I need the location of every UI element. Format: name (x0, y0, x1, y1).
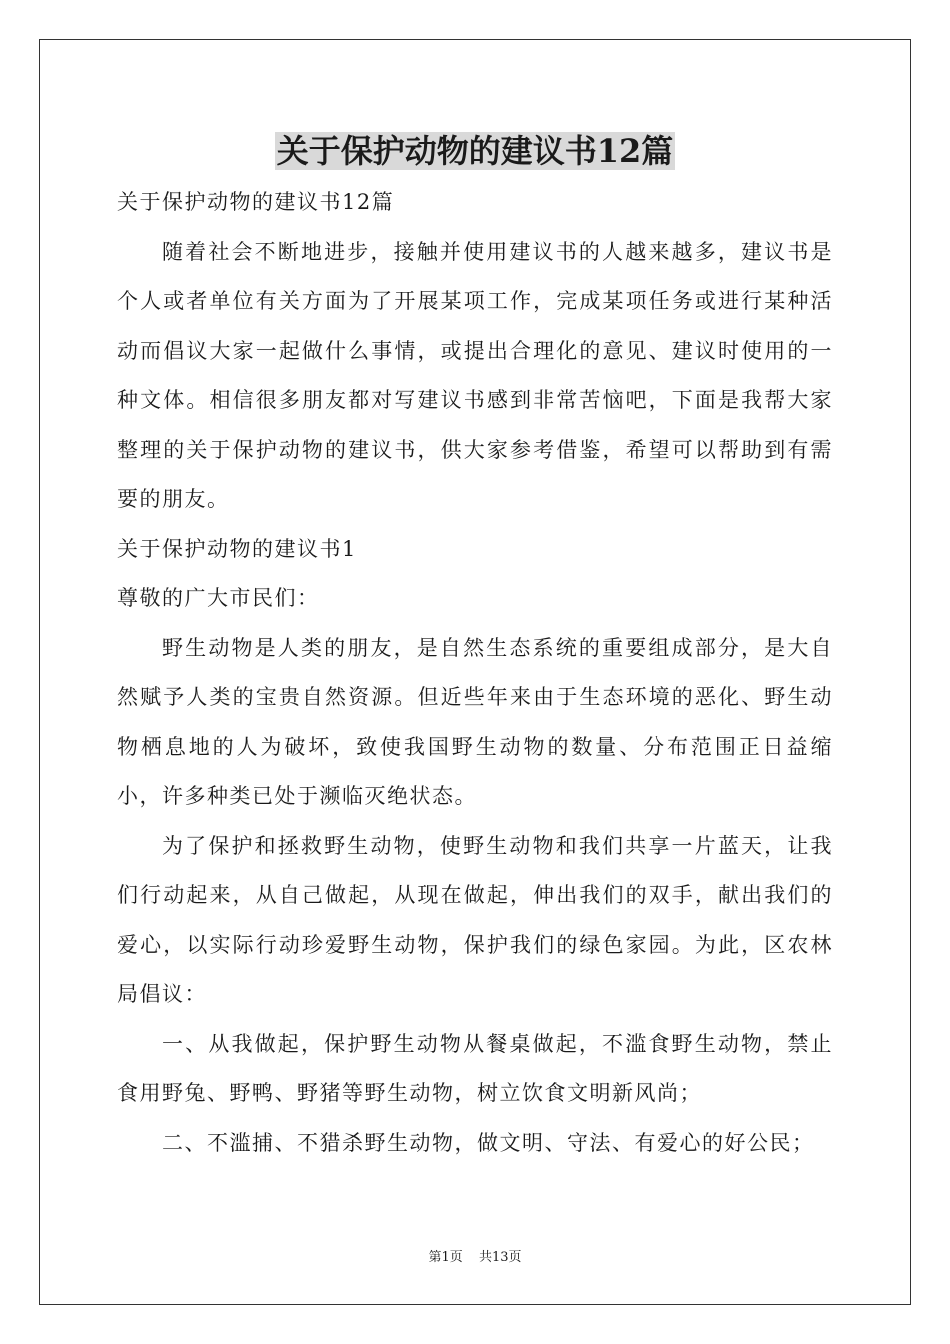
body-paragraph-2: 为了保护和拯救野生动物，使野生动物和我们共享一片蓝天，让我们行动起来，从自己做起，从现在做起，伸出我们的双手，献出我们的爱心，以实际行动珍爱野生动物，保护我们的绿色家园。为此，区农林局倡议： (117, 833, 833, 1006)
intro-paragraph: 随着社会不断地进步，接触并使用建议书的人越来越多，建议书是个人或者单位有关方面为了开展某项工作，完成某项任务或进行某种活动而倡议大家一起做什么事情，或提出合理化的意见、建议时使用的一种文体。相信很多朋友都对写建议书感到非常苦恼吧，下面是我帮大家整理的关于保护动物的建议书，供大家参考借鉴，希望可以帮助到有需要的朋友。 (117, 239, 833, 511)
page-number-total: 共13页 (478, 1250, 522, 1265)
proposal-item-1: 一、从我做起，保护野生动物从餐桌做起，不滥食野生动物，禁止食用野兔、野鸭、野猪等野生动物，树立饮食文明新风尚； (117, 1031, 833, 1105)
document-title (117, 128, 833, 174)
salutation: 尊敬的广大市民们： (117, 586, 320, 610)
document-title-text: 关于保护动物的建议书12篇 (276, 132, 674, 170)
proposal-item-2: 二、不滥捕、不猎杀野生动物，做文明、守法、有爱心的好公民； (162, 1130, 815, 1155)
section-heading: 关于保护动物的建议书1 (117, 536, 357, 561)
body-paragraph-1: 野生动物是人类的朋友，是自然生态系统的重要组成部分，是大自然赋予人类的宝贵自然资源。但近些年来由于生态环境的恶化、野生动物栖息地的人为破坏，致使我国野生动物的数量、分布范围正日益缩小，许多种类已处于濒临灭绝状态。 (117, 635, 833, 808)
page-footer (0, 1246, 950, 1265)
page-number-current: 第1页 (428, 1250, 463, 1265)
document-subtitle: 关于保护动物的建议书12篇 (117, 190, 395, 214)
document-body (117, 178, 833, 1168)
